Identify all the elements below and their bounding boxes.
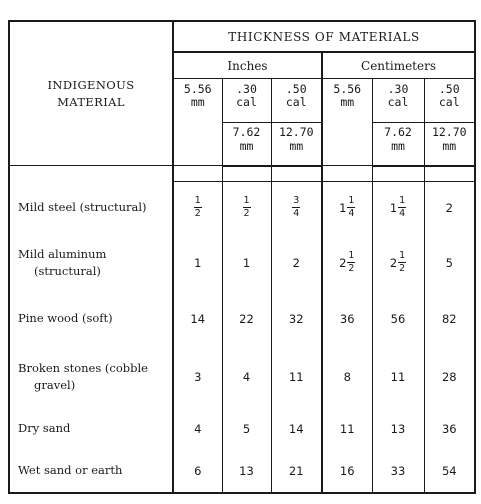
- value-fraction: [347, 251, 355, 274]
- thickness-value: 8: [322, 346, 372, 408]
- table-row: [9, 408, 475, 449]
- material-label: [9, 292, 173, 346]
- thickness-value: 11: [322, 408, 372, 449]
- indigenous-material-header: [9, 21, 173, 166]
- fraction-denominator: 4: [293, 208, 300, 220]
- thickness-value: [322, 234, 372, 292]
- fraction-denominator: 2: [399, 263, 406, 275]
- thickness-value: 16: [322, 449, 372, 493]
- thickness-value: 11: [271, 346, 322, 408]
- column-subheader-line: mm: [289, 138, 304, 153]
- value-fraction: [194, 196, 202, 219]
- fraction-denominator: 2: [243, 208, 250, 220]
- thickness-value: 1: [173, 234, 222, 292]
- column-header-line: .30: [387, 82, 409, 97]
- thickness-value: 21: [271, 449, 322, 493]
- thickness-table: [8, 20, 476, 494]
- value-whole: 2: [339, 255, 347, 270]
- column-subheader-line: 12.70: [431, 124, 467, 139]
- thickness-value: [372, 234, 424, 292]
- column-header: [173, 79, 222, 166]
- thickness-value: 14: [173, 292, 222, 346]
- material-label: [9, 408, 173, 449]
- column-header: [424, 79, 475, 123]
- table-row: [9, 346, 475, 408]
- column-header-line: 5.56: [183, 82, 212, 97]
- row-header-line-1: INDIGENOUS: [47, 77, 135, 92]
- spacer-cell: [9, 166, 173, 182]
- column-header-line: .50: [438, 82, 460, 97]
- value-fraction: [398, 251, 406, 274]
- value-fraction: [347, 196, 355, 219]
- thickness-value: [222, 182, 271, 234]
- material-label-line: Pine wood (soft): [18, 311, 113, 326]
- spacer-cell: [222, 166, 271, 182]
- spacer-cell: [424, 166, 475, 182]
- column-subheader-line: 7.62: [384, 124, 412, 139]
- thickness-value: 4: [222, 346, 271, 408]
- thickness-value: 6: [173, 449, 222, 493]
- material-label-line: gravel): [34, 377, 76, 392]
- column-subheader: [424, 122, 475, 166]
- column-subheader: [222, 122, 271, 166]
- fraction-numerator: 1: [194, 195, 201, 207]
- thickness-value: 2: [271, 234, 322, 292]
- group-header-centimeters: Centimeters: [322, 52, 475, 78]
- fraction-numerator: 1: [348, 250, 355, 262]
- thickness-value: 22: [222, 292, 271, 346]
- thickness-value: [173, 182, 222, 234]
- value-whole: 1: [389, 200, 398, 215]
- column-header-line: .30: [236, 82, 257, 97]
- column-header-line: cal: [387, 95, 409, 110]
- thickness-value: [322, 182, 372, 234]
- column-header-line: cal: [438, 95, 460, 110]
- table-row: [9, 234, 475, 292]
- table-body: [9, 166, 475, 493]
- column-header-line: mm: [340, 95, 355, 110]
- thickness-value: 54: [424, 449, 475, 493]
- spacer-cell: [322, 166, 372, 182]
- fraction-numerator: 1: [243, 195, 250, 207]
- thickness-value: 4: [173, 408, 222, 449]
- table-row: [9, 182, 475, 234]
- fraction-denominator: 2: [348, 263, 355, 275]
- thickness-value: 3: [173, 346, 222, 408]
- thickness-value: 13: [222, 449, 271, 493]
- column-subheader: [271, 122, 322, 166]
- value-fraction: [243, 196, 251, 219]
- thickness-value: 36: [322, 292, 372, 346]
- column-subheader-line: mm: [442, 138, 457, 153]
- fraction-numerator: 1: [348, 195, 355, 207]
- spacer-cell: [173, 166, 222, 182]
- spacer-cell: [372, 166, 424, 182]
- thickness-value: 1: [222, 234, 271, 292]
- material-label: [9, 346, 173, 408]
- table-row: [9, 292, 475, 346]
- fraction-numerator: 1: [399, 195, 406, 207]
- thickness-value: 82: [424, 292, 475, 346]
- column-header: [372, 79, 424, 123]
- column-subheader-line: mm: [239, 138, 254, 153]
- material-label-line: Broken stones (cobble: [18, 360, 148, 375]
- column-subheader-line: mm: [391, 138, 405, 153]
- material-label-line: Mild steel (structural): [18, 200, 147, 215]
- column-header-line: cal: [285, 95, 307, 110]
- row-header-line-2: MATERIAL: [57, 94, 125, 109]
- value-whole: 1: [339, 200, 347, 215]
- thickness-value: 11: [372, 346, 424, 408]
- material-label-line: Wet sand or earth: [18, 463, 123, 478]
- fraction-denominator: 2: [194, 208, 201, 220]
- thickness-value: 14: [271, 408, 322, 449]
- column-header: [222, 79, 271, 123]
- material-label: [9, 182, 173, 234]
- column-subheader-line: 7.62: [232, 124, 261, 139]
- table-row: [9, 449, 475, 493]
- thickness-value: 2: [424, 182, 475, 234]
- material-label-line: (structural): [34, 263, 101, 278]
- thickness-value: 28: [424, 346, 475, 408]
- material-label-line: Mild aluminum: [18, 246, 107, 261]
- column-subheader-line: 12.70: [278, 124, 314, 139]
- column-header-line: cal: [236, 95, 257, 110]
- thickness-value: 33: [372, 449, 424, 493]
- column-subheader: [372, 122, 424, 166]
- material-label: [9, 449, 173, 493]
- fraction-denominator: 4: [399, 208, 406, 220]
- table-title: THICKNESS OF MATERIALS: [173, 21, 475, 52]
- thickness-value: 36: [424, 408, 475, 449]
- column-header-line: .50: [285, 82, 307, 97]
- thickness-value: [271, 182, 322, 234]
- fraction-denominator: 4: [348, 208, 355, 220]
- material-label: [9, 234, 173, 292]
- column-header: [271, 79, 322, 123]
- fraction-numerator: 3: [293, 195, 300, 207]
- thickness-value: 56: [372, 292, 424, 346]
- column-header-line: 5.56: [333, 82, 362, 97]
- thickness-value: [372, 182, 424, 234]
- fraction-numerator: 1: [399, 250, 406, 262]
- thickness-value: 5: [424, 234, 475, 292]
- table-spacer-row: [9, 166, 475, 182]
- value-whole: 2: [389, 255, 398, 270]
- value-fraction: [292, 196, 300, 219]
- group-header-inches: Inches: [173, 52, 322, 78]
- material-label-line: Dry sand: [18, 421, 71, 436]
- column-header-line: mm: [190, 95, 205, 110]
- thickness-value: 13: [372, 408, 424, 449]
- thickness-value: 32: [271, 292, 322, 346]
- column-header: [322, 79, 372, 166]
- thickness-value: 5: [222, 408, 271, 449]
- spacer-cell: [271, 166, 322, 182]
- value-fraction: [398, 196, 406, 219]
